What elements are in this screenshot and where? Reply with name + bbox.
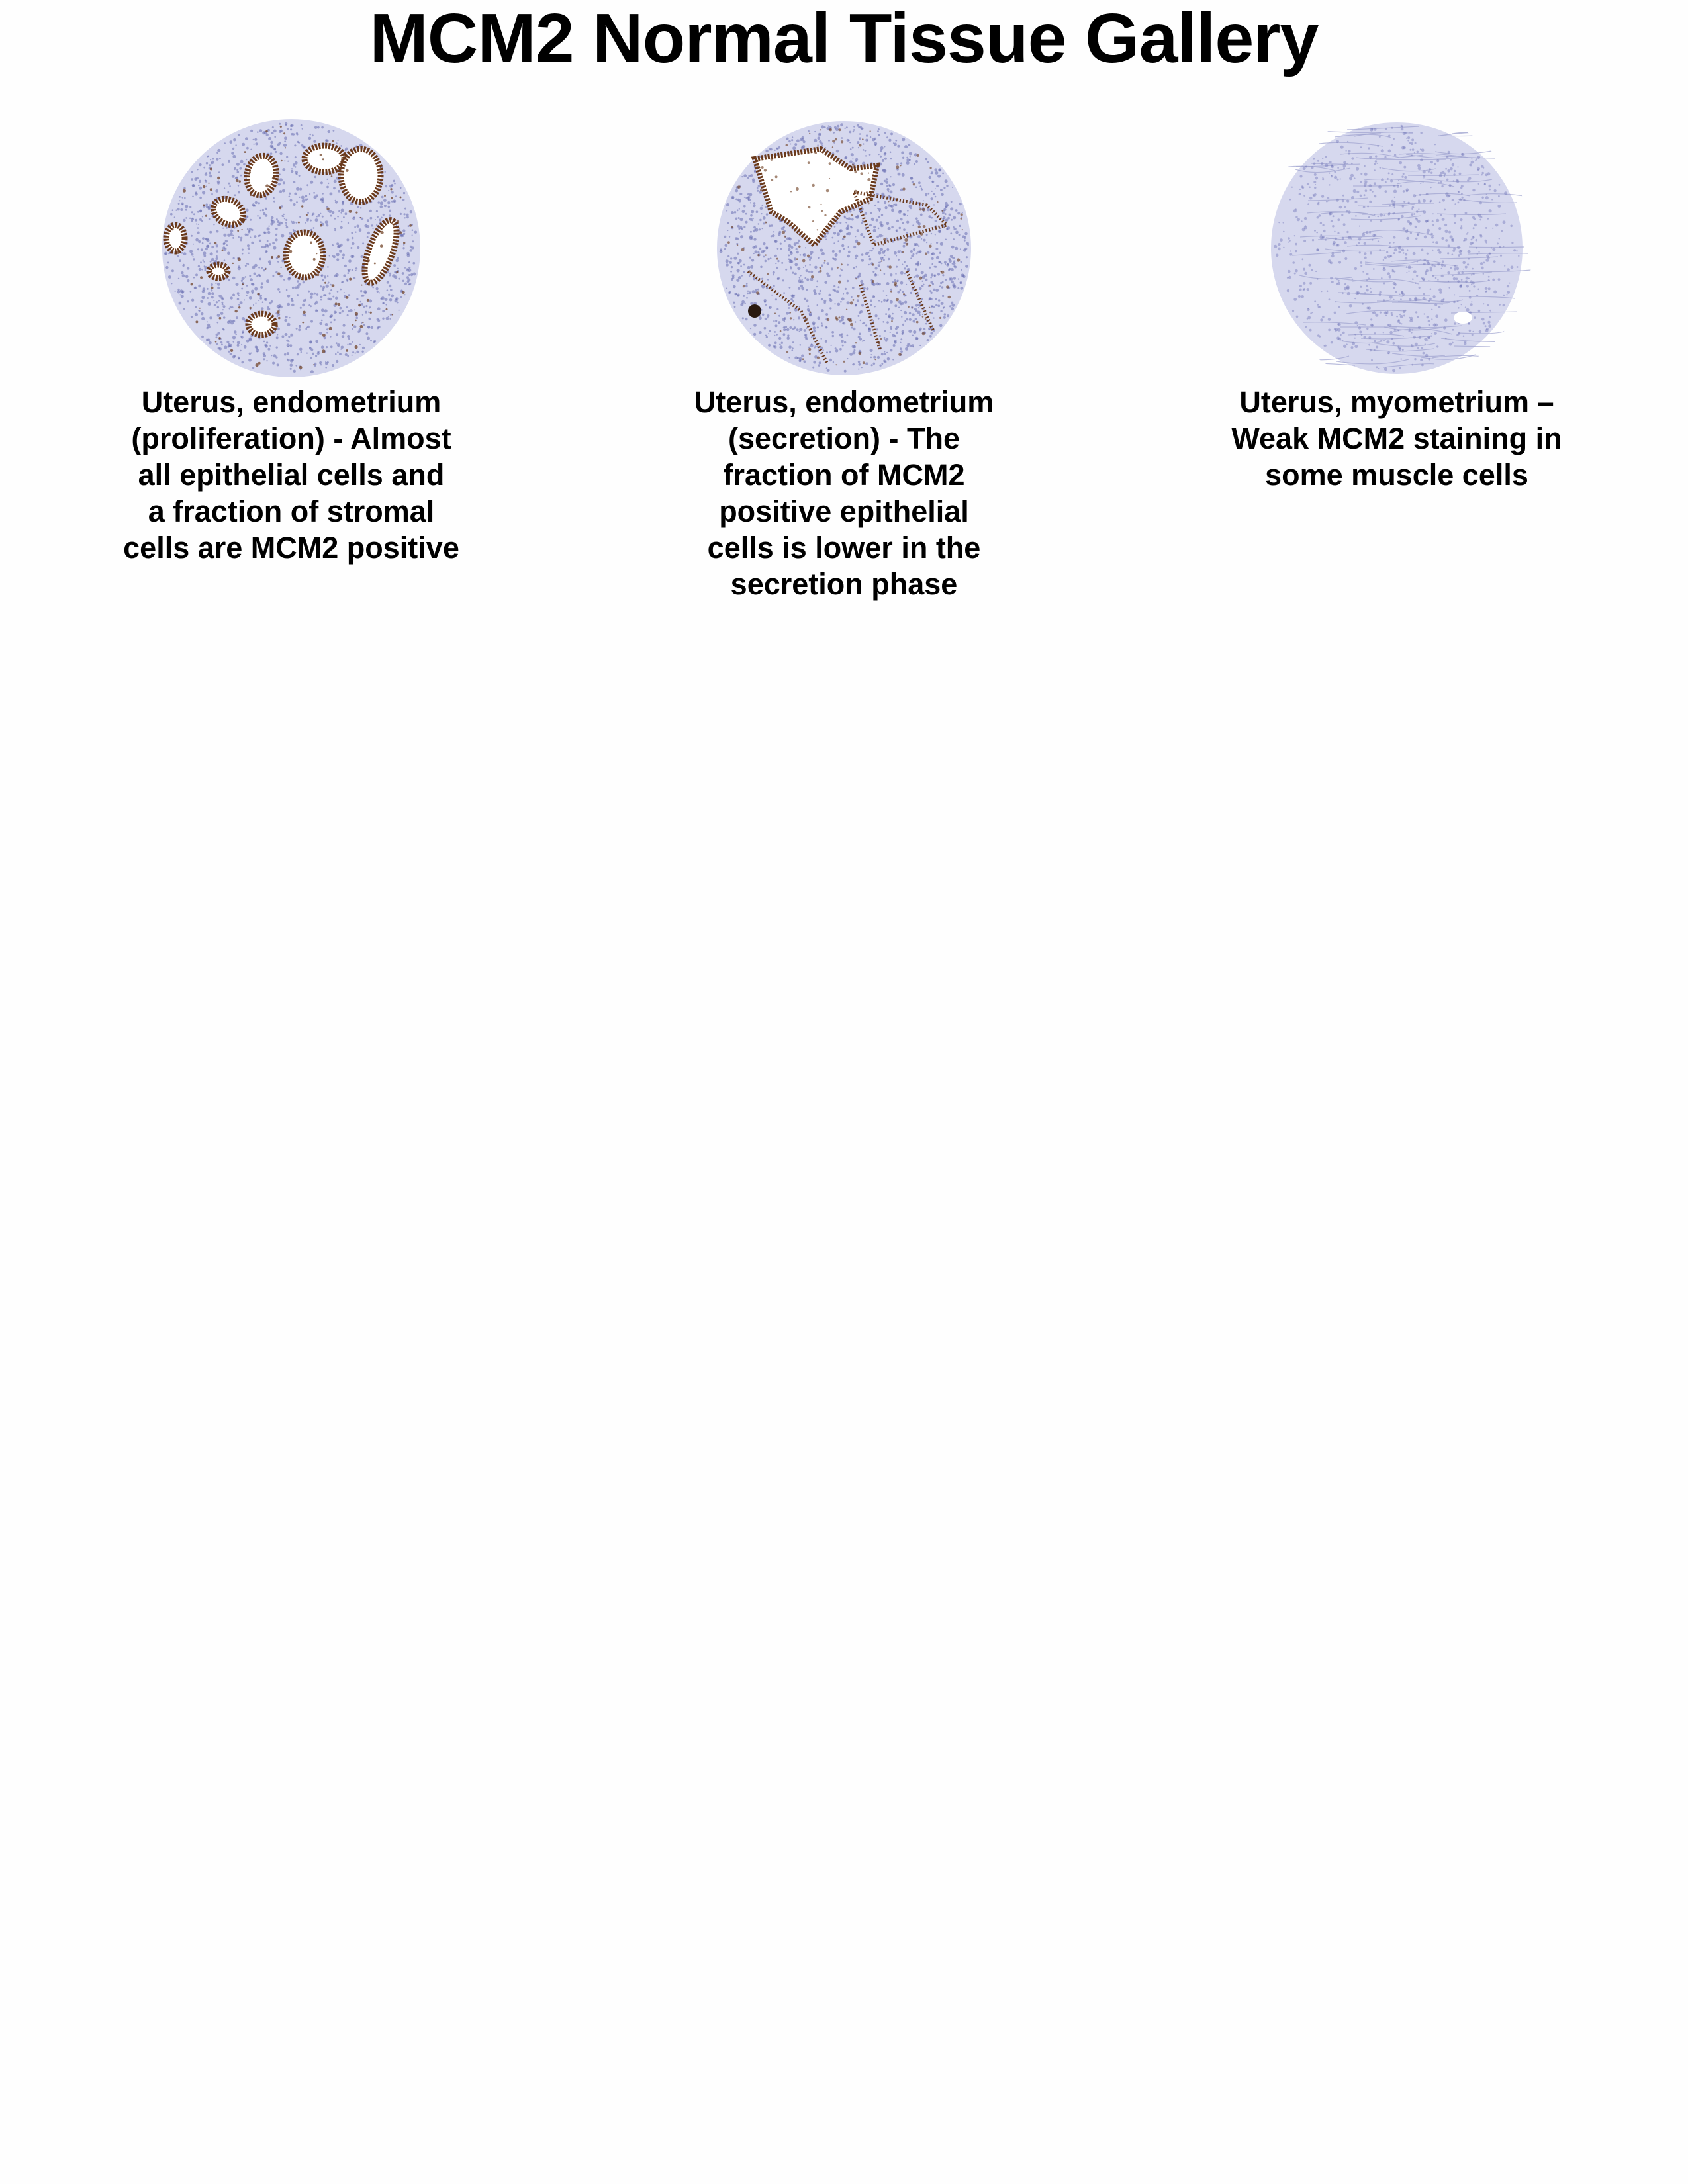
page-title: MCM2 Normal Tissue Gallery [369,0,1319,77]
tissue-core-image [708,113,980,384]
caption-line: some muscle cells [1265,458,1528,492]
endometrium-proliferation-core [156,113,427,384]
caption-line: fraction of MCM2 [723,458,965,492]
tissue-core-image [1261,113,1532,384]
panel-caption [79,384,503,566]
caption-line: cells is lower in the [707,531,981,565]
caption-line: Uterus, endometrium [141,385,442,419]
caption-line: Uterus, myometrium – [1239,385,1554,419]
caption-line: cells are MCM2 positive [123,531,459,565]
caption-line: (secretion) - The [727,422,961,455]
caption-line: positive epithelial [719,494,969,528]
panel-caption [632,384,1056,602]
myometrium-core [1261,113,1532,384]
caption-line: secretion phase [730,567,958,601]
tissue-core-image [156,113,427,384]
caption-line: all epithelial cells and [138,458,445,492]
caption-line: Uterus, endometrium [694,385,994,419]
caption-line: a fraction of stromal [148,494,435,528]
endometrium-secretion-core [708,113,980,384]
caption-line: (proliferation) - Almost [131,422,451,455]
caption-line: Weak MCM2 staining in [1231,422,1562,455]
panel-caption [1185,384,1609,493]
